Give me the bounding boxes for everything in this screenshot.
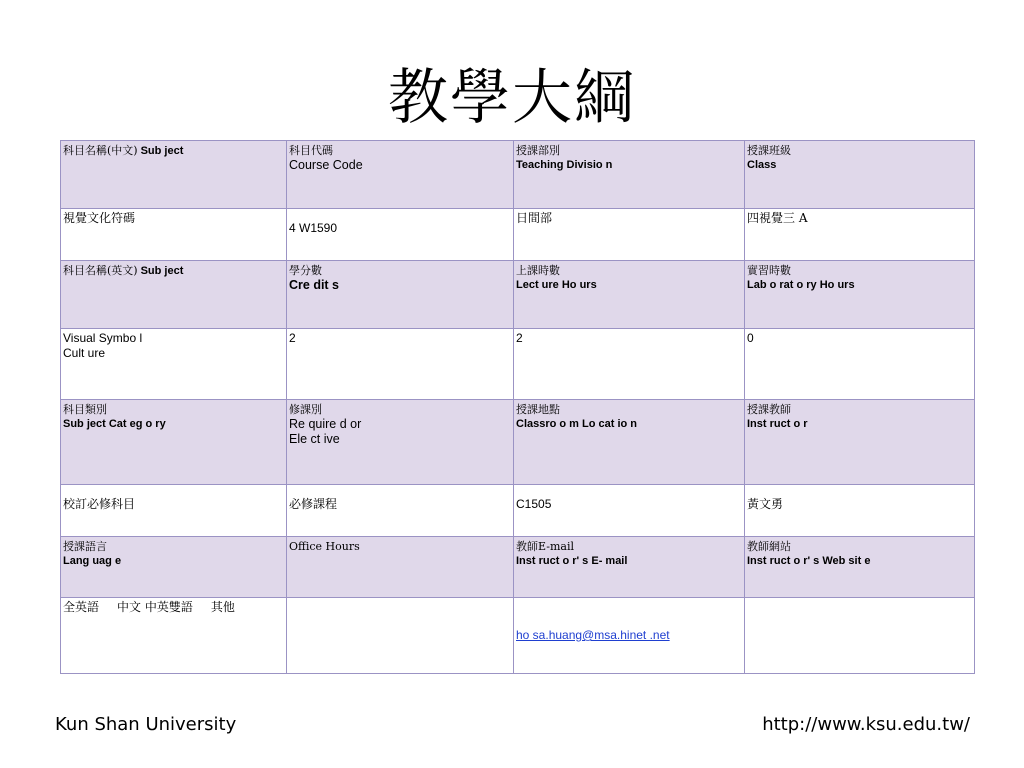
table-row-values-2 [61,329,975,400]
header-cell-instructor: 授課教師 Inst ruct o r [745,400,975,485]
cell-lecture-hours-value: 2 [514,329,745,400]
cell-lab-hours-value: 0 [745,329,975,400]
table-row-header-4 [61,537,975,598]
header-cell-lecture-hours: 上課時數 Lect ure Ho urs [514,261,745,329]
cell-credits-value: 2 [287,329,514,400]
header-cell-course-code: 科目代碼 Course Code [287,141,514,209]
cell-class-value: 四視覺三 A [745,209,975,261]
header-cell-subject-en: 科目名稱(英文) Sub ject [61,261,287,329]
header-cell-class: 授課班級 Class [745,141,975,209]
cell-location-value: C1505 [514,485,745,537]
header-cell-teaching-division: 授課部別 Teaching Divisio n [514,141,745,209]
cell-website-value [745,598,975,674]
cell-office-hours-value [287,598,514,674]
page-title: 教學大綱 [388,63,636,133]
cell-category-value: 校訂必修科目 [61,485,287,537]
cell-language-options [61,598,287,674]
email-link[interactable]: ho sa.huang@msa.hinet .net [516,628,670,642]
syllabus-table [60,140,975,674]
language-option-english[interactable]: 全英語 [63,600,100,614]
header-cell-location: 授課地點 Classro o m Lo cat io n [514,400,745,485]
footer-university-name: Kun Shan University [55,714,237,735]
cell-instructor-value: 黃文勇 [745,485,975,537]
header-cell-credits: 學分數 Cre dit s [287,261,514,329]
cell-email-value [514,598,745,674]
table-row-header-3 [61,400,975,485]
header-cell-website: 教師網站 Inst ruct o r' s Web sit e [745,537,975,598]
language-option-chinese-bilingual[interactable]: 中文 中英雙語 [117,600,193,614]
table-row-header-2 [61,261,975,329]
header-cell-subject-zh: 科目名稱(中文) Sub ject [61,141,287,209]
footer-university-url[interactable]: http://www.ksu.edu.tw/ [762,714,970,735]
table-row-values-1 [61,209,975,261]
cell-course-code-value: 4 W1590 [287,209,514,261]
header-cell-language: 授課語言 Lang uag e [61,537,287,598]
cell-required-value: 必修課程 [287,485,514,537]
header-cell-office-hours: Office Hours [287,537,514,598]
header-cell-email: 教師E-mail Inst ruct o r' s E- mail [514,537,745,598]
table-row-values-4 [61,598,975,674]
header-cell-lab-hours: 實習時數 Lab o rat o ry Ho urs [745,261,975,329]
table-row-header-1 [61,141,975,209]
header-cell-required-elective: 修課別 Re quire d or Ele ct ive [287,400,514,485]
language-option-other[interactable]: 其他 [210,600,235,614]
cell-subject-en-value: Visual Symbo l Cult ure [61,329,287,400]
cell-division-value: 日間部 [514,209,745,261]
cell-subject-zh-value: 視覺文化符碼 [61,209,287,261]
header-cell-category: 科目類別 Sub ject Cat eg o ry [61,400,287,485]
table-row-values-3 [61,485,975,537]
